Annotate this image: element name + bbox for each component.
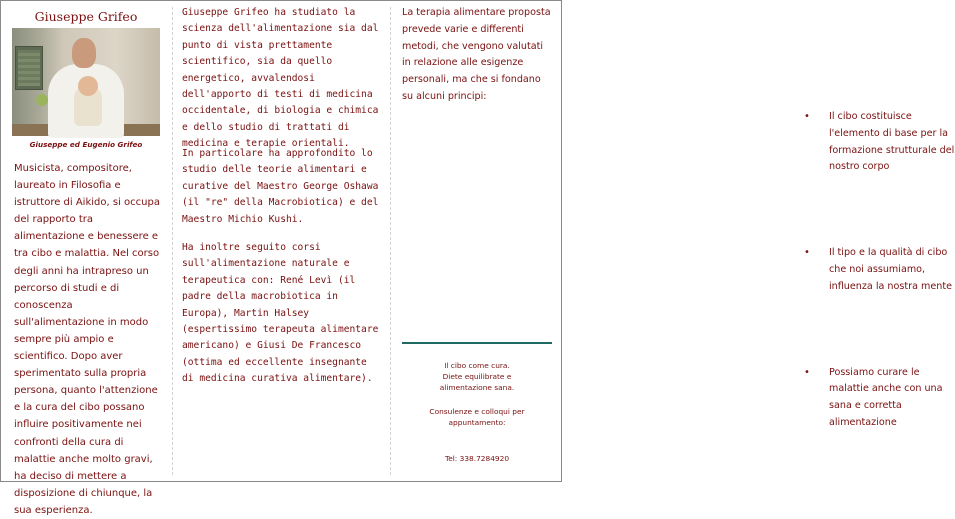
appointment-line: appuntamento: (448, 418, 506, 427)
page-title: Giuseppe Grifeo (34, 9, 138, 24)
slogan-line: Il cibo come cura. (444, 361, 510, 370)
photo-child-head (78, 76, 98, 96)
photo-man-head (72, 38, 96, 68)
therapy-intro: La terapia alimentare proposta prevede varie e differenti metodi, che vengono valutati in relazione alle esigenze personali, ma che si fondano su alcuni principi: (402, 7, 551, 102)
photo-caption: Giuseppe ed Eugenio Grifeo (29, 140, 143, 149)
photo-wall-scroll (18, 50, 40, 86)
list-item (803, 109, 955, 176)
photo-plant (36, 94, 48, 106)
portrait-photo (12, 28, 160, 136)
slogan-line: Diete equilibrate e (442, 372, 512, 381)
bullet-icon: • (804, 111, 810, 122)
bullet-icon: • (804, 366, 810, 378)
appointment-block (402, 406, 552, 428)
phone-number[interactable]: Tel: 338.7284920 (444, 454, 510, 463)
list-item (803, 245, 955, 295)
slogan-block (402, 360, 552, 393)
courses-paragraph: Ha inoltre seguito corsi sull'alimentazione naturale e terapeutica con: René Levì (il padre della macrobiotica in Europa), Martin Halsey (espertissimo terapeuta alimentare americano) e Giusi De Francesco (ottima ed eccellente insegnante di medicina curativa alimentare). (182, 242, 379, 385)
list-item (803, 365, 955, 432)
principle-text: Possiamo curare le malattie anche con una sana e corretta alimentazione (829, 366, 943, 428)
bullet-icon: • (804, 247, 810, 259)
section-rule (402, 342, 552, 344)
appointment-line: Consulenze e colloqui per (429, 407, 525, 416)
biography-text: Musicista, compositore, laureato in Filosofia e istruttore di Aikido, si occupa del rapporto tra alimentazione e benessere e tra cibo e malattia. Nel corso degli anni ha intrapreso un percorso di studi e di conoscenza sull'alimentazione in modo sempre più ampio e scientifico. Dopo aver sperimentato sulla propria persona, quanto l'attenzione e la cura del cibo possano influire positivamente nei confronti della cura di malattie anche molto gravi, ha deciso di mettere a disposizione di chiunque, la sua esperienza. (14, 163, 160, 516)
principle-text: Il tipo e la qualità di cibo che noi assumiamo, influenza la nostra mente (829, 247, 952, 292)
studies-paragraph: Giuseppe Grifeo ha studiato la scienza dell'alimentazione sia dal punto di vista prettamente scientifico, sia da quello energetico, avvalendosi dell'apporto di testi di medicina occidentale, di biologia e chimica e dello studio di trattati di medicina e terapie orientali. (182, 7, 379, 150)
column-left (1, 1, 171, 516)
oshawa-paragraph: In particolare ha approfondito lo studio delle teorie alimentari e curative del Maestro George Oshawa (il "re" della Macrobiotica) e del Maestro Michio Kushi. (182, 148, 379, 225)
slogan-line: alimentazione sana. (439, 383, 515, 392)
principle-text: Il cibo costituisce l'elemento di base per la formazione strutturale del nostro corpo (829, 111, 955, 173)
